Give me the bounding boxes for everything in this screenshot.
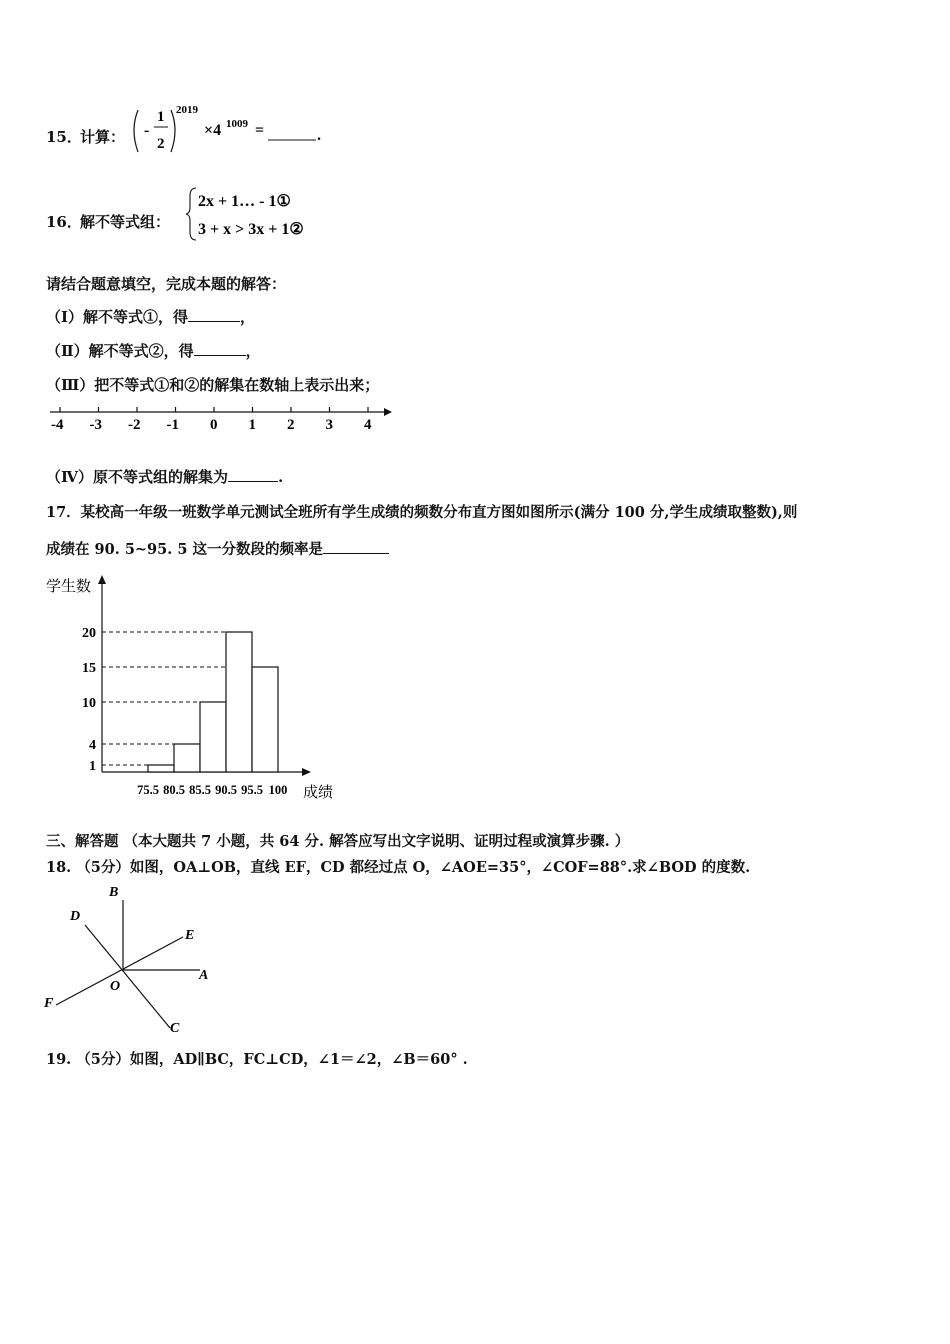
label-A: A <box>199 968 209 983</box>
left-paren <box>134 110 138 152</box>
number-line-label: -1 <box>166 417 179 433</box>
q16-part4-end: . <box>278 468 284 486</box>
q15-exp1: 2019 <box>176 104 198 116</box>
q17-line2 <box>46 538 389 559</box>
q16-part3: （Ⅲ）把不等式①和②的解集在数轴上表示出来； <box>46 376 380 394</box>
q19-text: 19. （5分）如图，AD∥BC，FC⊥CD，∠1＝∠2，∠B＝60° . <box>46 1051 468 1068</box>
histogram-bar <box>200 702 226 772</box>
y-tick-label: 15 <box>82 661 96 676</box>
histogram-bar <box>174 744 200 772</box>
number-line-arrow <box>384 408 392 416</box>
label-O: O <box>110 979 121 994</box>
q16-part1-text: （Ⅰ）解不等式①，得 <box>46 308 189 326</box>
number-line <box>44 400 404 436</box>
q15-times: ×4 <box>204 122 222 139</box>
number-line-label: -3 <box>89 417 102 433</box>
line-DC <box>85 925 170 1028</box>
label-D: D <box>70 909 81 924</box>
line-FE <box>56 937 183 1005</box>
q18-text: 18. （5分）如图，OA⊥OB，直线 EF，CD 都经过点 O，∠AOE=35°，∠COF=88°.求∠BOD 的度数. <box>46 859 751 876</box>
y-axis-arrow <box>98 575 106 584</box>
number-line-label: -2 <box>128 417 141 433</box>
q16-part2-text: （Ⅱ）解不等式②，得 <box>46 342 194 360</box>
q16-part2-end: ， <box>245 342 261 360</box>
number-line-label: -4 <box>51 417 64 433</box>
q15-numerator: 1 <box>157 109 165 125</box>
q15-end: . <box>317 127 321 144</box>
x-tick-label: 80.5 <box>163 783 185 797</box>
q16-prefix: 解不等式组： <box>80 213 171 231</box>
number-line-label: 3 <box>325 417 333 433</box>
q16-part2-blank[interactable] <box>194 355 246 356</box>
q16-number: 16． <box>46 213 82 231</box>
label-F: F <box>44 996 54 1011</box>
q16-part1-end: ， <box>240 308 256 326</box>
histogram-bar <box>226 632 252 772</box>
q15-prefix: 计算： <box>80 128 126 146</box>
x-tick-label: 95.5 <box>241 783 263 797</box>
q15-minus: - <box>144 122 150 139</box>
q15-number: 15． <box>46 128 82 146</box>
right-paren <box>171 110 175 152</box>
x-tick-label: 100 <box>268 783 288 797</box>
q18-figure <box>40 880 230 1040</box>
number-line-label: 2 <box>287 417 295 433</box>
q16-system <box>184 186 334 242</box>
q15-equals: = <box>255 122 265 139</box>
q16-part1-blank[interactable] <box>188 321 240 322</box>
number-line-label: 1 <box>248 417 256 433</box>
q16-part4-text: （Ⅳ）原不等式组的解集为 <box>46 468 229 486</box>
q17-line2-text: 成绩在 90. 5~95. 5 这一分数段的频率是 <box>46 541 323 558</box>
y-tick-label: 4 <box>89 738 96 753</box>
x-axis-arrow <box>302 768 311 776</box>
label-C: C <box>170 1021 180 1036</box>
q16-ineq2: 3 + x > 3x + 1② <box>198 221 304 238</box>
y-tick-label: 20 <box>82 626 96 641</box>
y-axis-label: 学生数 <box>46 577 92 595</box>
x-axis-label: 成绩 <box>303 783 334 801</box>
q16-part2 <box>46 340 261 361</box>
q16-instruction: 请结合题意填空，完成本题的解答： <box>46 275 287 293</box>
histogram-bar <box>148 765 174 772</box>
q15-exp2: 1009 <box>226 118 248 130</box>
q15-formula <box>128 100 338 160</box>
q16-part4 <box>46 466 283 487</box>
x-tick-label: 75.5 <box>137 783 159 797</box>
number-line-label: 4 <box>364 417 372 433</box>
q16-ineq1: 2x + 1… - 1① <box>198 193 291 210</box>
label-B: B <box>109 885 119 900</box>
section3-heading: 三、解答题 （本大题共 7 小题，共 64 分. 解答应写出文字说明、证明过程或演算步骤. ） <box>46 833 630 850</box>
q17-line1: 17．某校高一年级一班数学单元测试全班所有学生成绩的频数分布直方图如图所示(满分 100 分,学生成绩取整数),则 <box>46 504 798 521</box>
q16-part1 <box>46 306 255 327</box>
number-line-label: 0 <box>210 417 218 433</box>
label-E: E <box>185 928 195 943</box>
q16-part4-blank[interactable] <box>228 481 278 482</box>
q17-answer-blank[interactable] <box>323 553 389 554</box>
histogram <box>40 570 350 805</box>
q15-denominator: 2 <box>157 136 165 152</box>
x-tick-label: 90.5 <box>215 783 237 797</box>
y-tick-label: 10 <box>82 696 96 711</box>
histogram-bar <box>252 667 278 772</box>
x-tick-label: 85.5 <box>189 783 211 797</box>
brace <box>186 188 196 240</box>
y-tick-label: 1 <box>89 759 96 774</box>
